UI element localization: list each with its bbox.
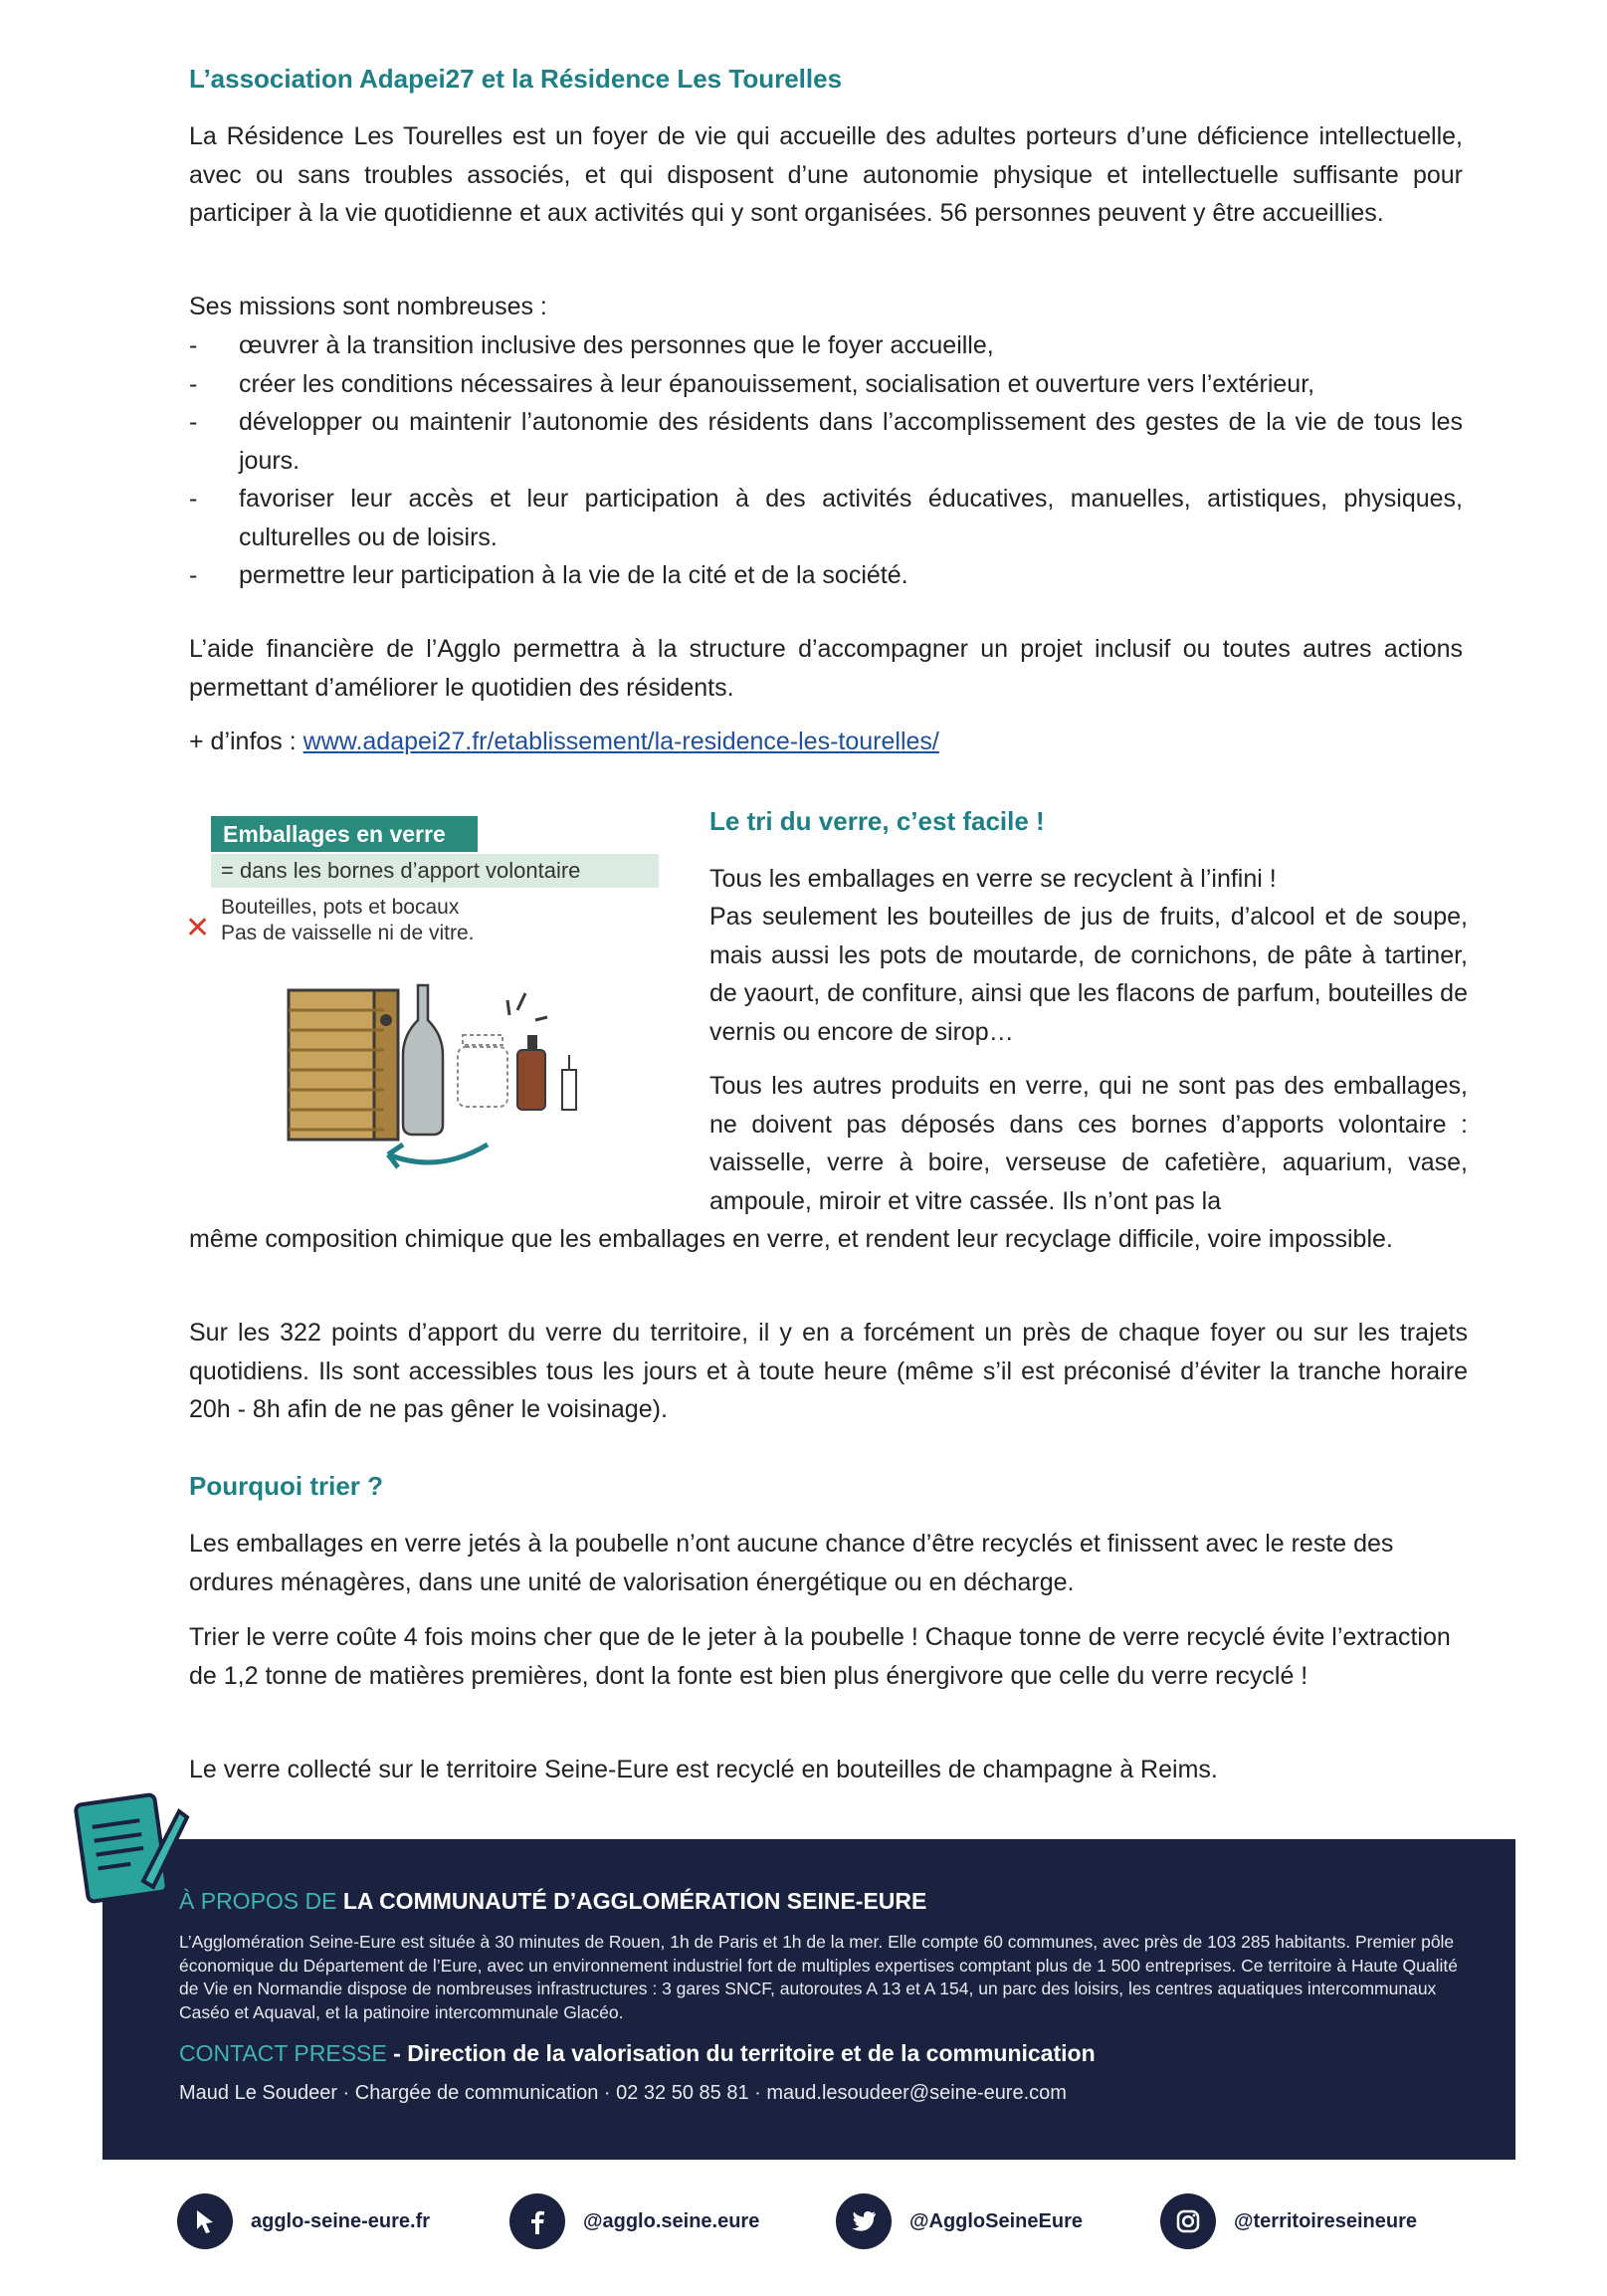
bullet-dash: - bbox=[189, 408, 198, 436]
list-item bbox=[189, 326, 1463, 365]
tube-icon bbox=[562, 1055, 576, 1110]
twitter-icon bbox=[836, 2193, 892, 2249]
mission-text: œuvrer à la transition inclusive des personnes que le foyer accueille, bbox=[239, 331, 994, 359]
aid-paragraph: L’aide financière de l’Agglo permettra à la structure d’accompagner un projet inclusif ou toutes autres actions permettant d’améliorer le quotidien des résidents. bbox=[189, 635, 1463, 702]
document-pen-icon bbox=[74, 1791, 193, 1911]
arrow-icon bbox=[388, 1145, 488, 1167]
missions-intro: Ses missions sont nombreuses : bbox=[189, 293, 547, 320]
social-facebook[interactable] bbox=[509, 2192, 759, 2251]
mission-text: permettre leur participation à la vie de la cité et de la société. bbox=[239, 561, 908, 589]
about-title-prefix: À PROPOS DE bbox=[179, 1888, 343, 1914]
contact-main: - Direction de la valorisation du territoire et de la communication bbox=[386, 2040, 1096, 2066]
contact-title bbox=[179, 2040, 1096, 2067]
cursor-icon bbox=[177, 2193, 233, 2249]
glass-p1: Pas seulement les bouteilles de jus de fruits, d’alcool et de soupe, mais aussi les pots de moutarde, de cornichons, de pâte à tartiner, de yaourt, de confiture, ainsi que les flacons de parfum, bouteilles de vernis ou encore de sirop… bbox=[709, 903, 1468, 1046]
website-label: agglo-seine-eure.fr bbox=[251, 2209, 431, 2232]
about-title bbox=[179, 1888, 926, 1915]
facebook-label: @agglo.seine.eure bbox=[583, 2209, 760, 2232]
list-item bbox=[189, 556, 1463, 595]
contact-details: Maud Le Soudeer · Chargée de communication · 02 32 50 85 81 · maud.lesoudeer@seine-eure.com bbox=[179, 2082, 1067, 2104]
instagram-icon bbox=[1160, 2193, 1216, 2249]
info-prefix: + d’infos : bbox=[189, 728, 303, 755]
mission-text: favoriser leur accès et leur participation à des activités éducatives, manuelles, artistiques, physiques, culturelles ou de loisirs. bbox=[239, 485, 1463, 551]
social-website[interactable] bbox=[177, 2192, 430, 2251]
association-title: L’association Adapei27 et la Résidence Les Tourelles bbox=[189, 64, 843, 94]
contact-prefix: CONTACT PRESSE bbox=[179, 2040, 387, 2066]
list-item bbox=[189, 365, 1463, 404]
bottle-icon bbox=[403, 985, 443, 1135]
glass-badge: Emballages en verre bbox=[211, 816, 478, 852]
missions-list bbox=[189, 326, 1463, 595]
jar-icon bbox=[458, 1035, 507, 1107]
glass-allowed-text: Bouteilles, pots et bocaux bbox=[221, 896, 460, 919]
list-item bbox=[189, 480, 1463, 556]
bin-icon bbox=[289, 990, 398, 1140]
bullet-dash: - bbox=[189, 561, 198, 589]
glass-forbidden-text: Pas de vaisselle ni de vitre. bbox=[221, 922, 475, 944]
glass-title: Le tri du verre, c’est facile ! bbox=[709, 806, 1045, 836]
glass-p1-line1: Tous les emballages en verre se recyclent à l’infini ! bbox=[709, 865, 1277, 893]
about-title-main: LA COMMUNAUTÉ D’AGGLOMÉRATION SEINE-EURE bbox=[342, 1888, 927, 1914]
bullet-dash: - bbox=[189, 485, 198, 513]
bullet-dash: - bbox=[189, 331, 198, 359]
mission-text: créer les conditions nécessaires à leur épanouissement, socialisation et ouverture vers l’extérieur, bbox=[239, 369, 1315, 398]
adapei-link[interactable]: www.adapei27.fr/etablissement/la-residence-les-tourelles/ bbox=[302, 728, 939, 755]
list-item bbox=[189, 403, 1463, 480]
glass-p2-part2: même composition chimique que les emballages en verre, et rendent leur recyclage difficile, voire impossible. bbox=[189, 1225, 1393, 1253]
instagram-label: @territoireseineure bbox=[1234, 2209, 1418, 2232]
why-p3: Le verre collecté sur le territoire Seine-Eure est recyclé en bouteilles de champagne à Reims. bbox=[189, 1756, 1218, 1783]
about-body: L’Agglomération Seine-Eure est située à 30 minutes de Rouen, 1h de Paris et 1h de la mer. Elle compte 60 communes, avec près de 103 285 habitants. Premier pôle économique du Département de l’Eure, avec un environnement industriel fort de multiples expertises comptant plus de 1 500 entreprises. Ce territoire à Haute Qualité de Vie en Normandie dispose de nombreuses infrastructures : 3 gares SNCF, autoroutes A 13 et A 154, un parc des loisirs, les centres aquatiques intercommunaux Caséo et Aquaval, et la patinoire intercommunale Glacéo. bbox=[179, 1932, 1459, 2022]
why-p2: Trier le verre coûte 4 fois moins cher que de le jeter à la poubelle ! Chaque tonne de verre recyclé évite l’extraction de 1,2 tonne de matières premières, dont la fonte est bien plus énergivore que celle du verre recyclé ! bbox=[189, 1623, 1451, 1690]
cross-icon: ✕ bbox=[185, 912, 211, 944]
why-title: Pourquoi trier ? bbox=[189, 1471, 383, 1501]
why-p1: Les emballages en verre jetés à la poubelle n’ont aucune chance d’être recyclés et finissent avec le reste des ordures ménagères, dans une unité de valorisation énergétique ou en décharge. bbox=[189, 1530, 1394, 1596]
social-twitter[interactable] bbox=[836, 2192, 1083, 2251]
info-line bbox=[189, 723, 939, 761]
facebook-icon bbox=[509, 2193, 565, 2249]
glass-sub-badge: = dans les bornes d’apport volontaire bbox=[211, 854, 659, 888]
social-instagram[interactable] bbox=[1160, 2192, 1417, 2251]
small-bottle-icon bbox=[517, 1035, 545, 1110]
mission-text: développer ou maintenir l’autonomie des résidents dans l’accomplissement des gestes de la vie de tous les jours. bbox=[239, 408, 1463, 475]
bullet-dash: - bbox=[189, 369, 198, 398]
association-intro: La Résidence Les Tourelles est un foyer de vie qui accueille des adultes porteurs d’une déficience intellectuelle, avec ou sans troubles associés, et qui disposent d’une autonomie physique et intellectuelle suffisante pour participer à la vie quotidienne et aux activités qui y sont organisées. 56 personnes peuvent y être accueillies. bbox=[189, 122, 1463, 227]
glass-p2-part1: Tous les autres produits en verre, qui ne sont pas des emballages, ne doivent pas déposés dans ces bornes d’apports volontaire : vaisselle, verre à boire, verseuse de cafetière, aquarium, vase, ampoule, miroir et vitre cassée. Ils n’ont pas la bbox=[709, 1072, 1468, 1215]
twitter-label: @AggloSeineEure bbox=[909, 2209, 1083, 2232]
glass-p3: Sur les 322 points d’apport du verre du territoire, il y en a forcément un près de chaque foyer ou sur les trajets quotidiens. Ils sont accessibles tous les jours et à toute heure (même s’il est préconisé d’éviter la tranche horaire 20h - 8h afin de ne pas gêner le voisinage). bbox=[189, 1319, 1468, 1423]
glass-bin-illustration bbox=[279, 975, 637, 1174]
